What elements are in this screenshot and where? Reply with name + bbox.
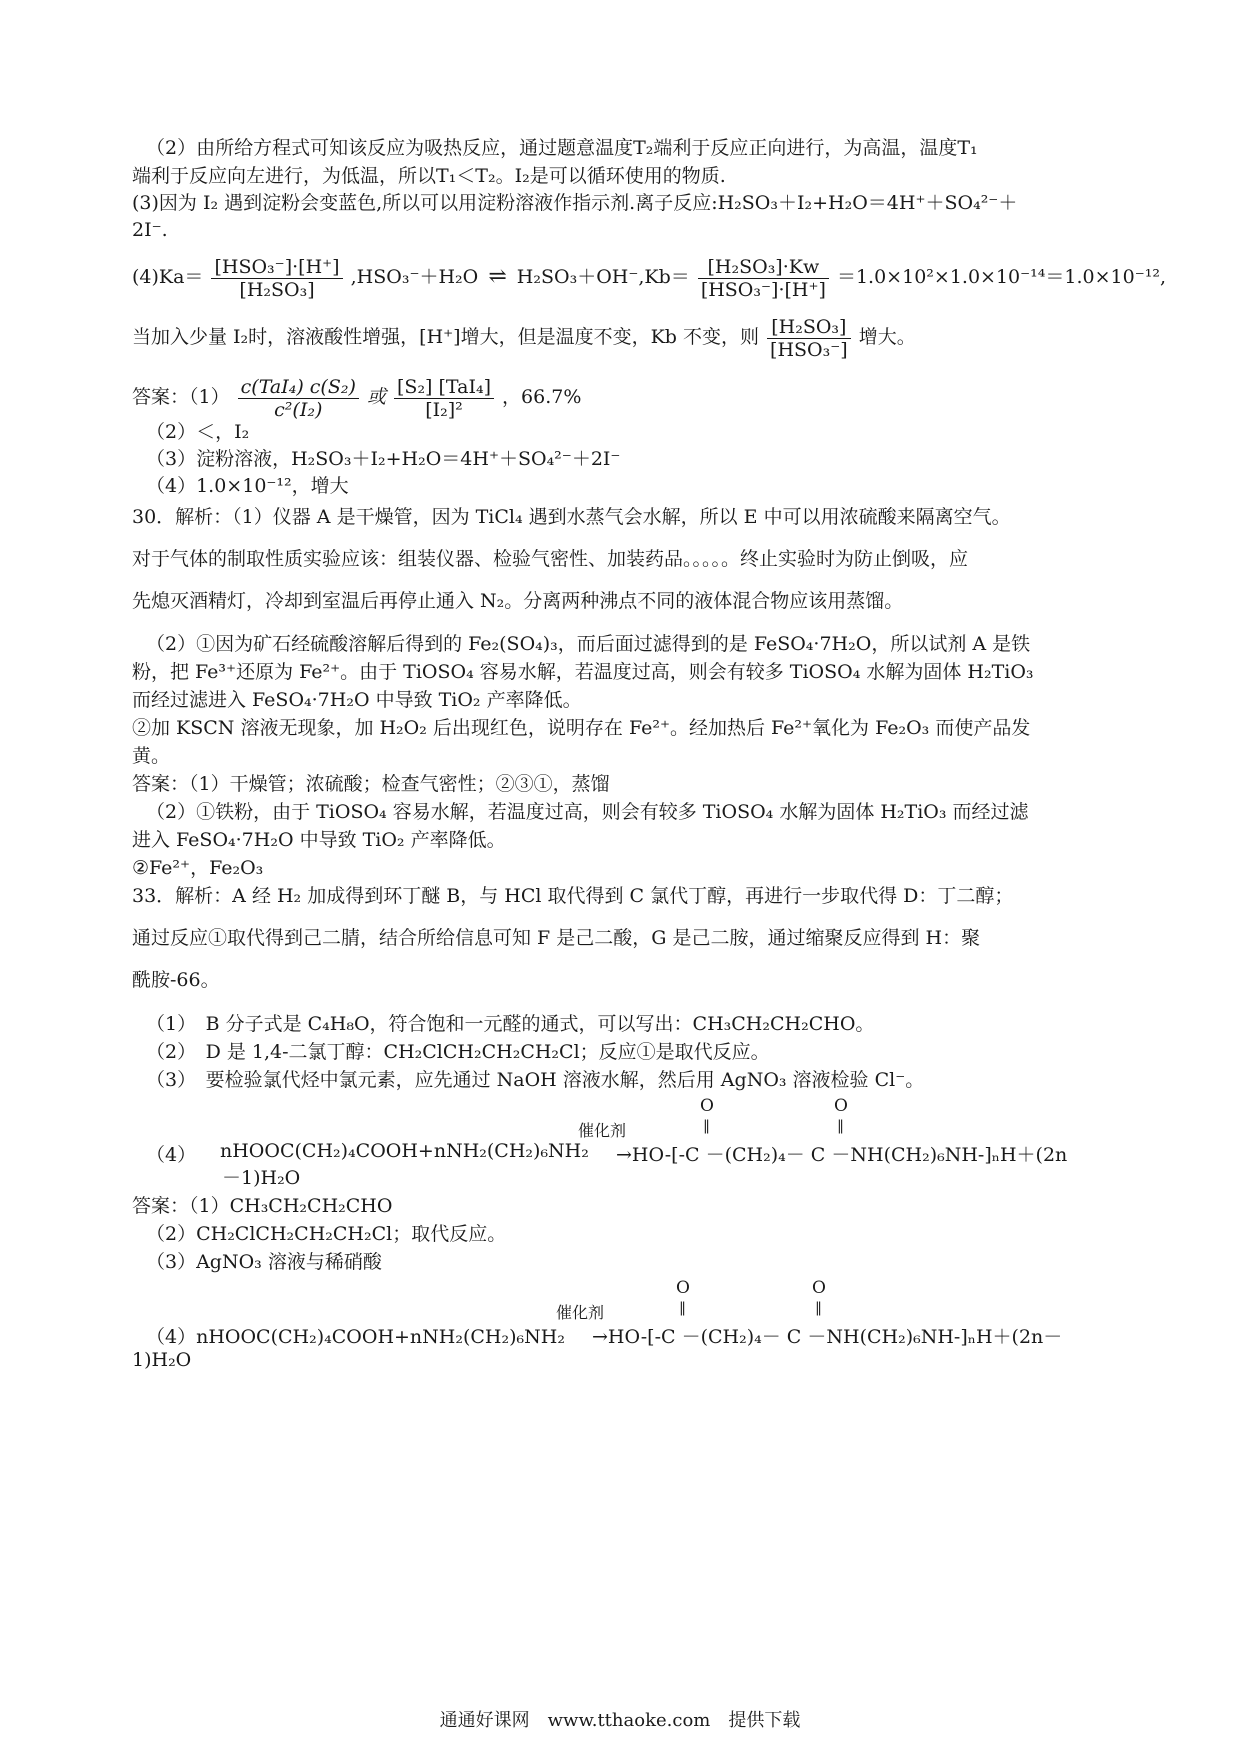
text-line: 1)H₂O xyxy=(132,1349,192,1371)
catalyst-label: 催化剂 xyxy=(556,1303,605,1322)
fraction-denominator: [HSO₃⁻] xyxy=(770,338,848,361)
text-span: (4)Ka＝ xyxy=(132,266,204,288)
text-line: 通过反应①取代得到己二腈，结合所给信息可知 F 是己二酸，G 是己二胺，通过缩聚反应得到 H：聚 xyxy=(132,927,981,949)
text-line: 黄。 xyxy=(132,745,171,767)
text-line: （2）由所给方程式可知该反应为吸热反应，通过题意温度T₂端利于反应正向进行，为高温，温度T₁ xyxy=(146,137,978,159)
text-line: 进入 FeSO₄·7H₂O 中导致 TiO₂ 产率降低。 xyxy=(132,829,506,851)
fraction-numerator: [HSO₃⁻]·[H⁺] xyxy=(211,256,342,279)
equation-label: （4） xyxy=(146,1144,197,1166)
carbonyl-oxygen: O xyxy=(812,1278,826,1298)
carbonyl-oxygen: O xyxy=(834,1096,848,1116)
text-line: 答案：（1）CH₃CH₂CH₂CHO xyxy=(132,1195,393,1217)
carbonyl-oxygen: O xyxy=(676,1278,690,1298)
text-line: ②加 KSCN 溶液无现象，加 H₂O₂ 后出现红色，说明存在 Fe²⁺。经加热后 Fe²⁺氧化为 Fe₂O₃ 而使产品发 xyxy=(132,717,1031,739)
text-line: （2）①因为矿石经硫酸溶解后得到的 Fe₂(SO₄)₃，而后面过滤得到的是 FeSO₄·7H₂O，所以试剂 A 是铁 xyxy=(146,633,1031,655)
fraction-ka xyxy=(211,256,342,301)
text-line: 30．解析：（1）仪器 A 是干燥管，因为 TiCl₄ 遇到水蒸气会水解，所以 E 中可以用浓硫酸来隔离空气。 xyxy=(132,506,1011,528)
fraction-denominator: [H₂SO₃] xyxy=(239,278,315,301)
double-bond-icon: ‖ xyxy=(837,1118,844,1134)
text-line: （2）＜，I₂ xyxy=(146,421,250,443)
products: →HO-[-C －(CH₂)₄－ C －NH(CH₂)₆NH-]ₙH＋(2n－ xyxy=(592,1326,1063,1348)
text-line: 答案：（1）干燥管；浓硫酸；检查气密性；②③①，蒸馏 xyxy=(132,773,610,795)
fraction-denominator: [HSO₃⁻]·[H⁺] xyxy=(700,278,826,301)
text-line: －1)H₂O xyxy=(222,1167,301,1189)
text-line: 而经过滤进入 FeSO₄·7H₂O 中导致 TiO₂ 产率降低。 xyxy=(132,689,582,711)
double-bond-icon: ‖ xyxy=(703,1118,710,1134)
text-line: 酰胺-66。 xyxy=(132,969,220,991)
polymerization-equation-answer xyxy=(146,1278,1114,1348)
text-span: 当加入少量 I₂时，溶液酸性增强，[H⁺]增大，但是温度不变，Kb 不变，则 xyxy=(132,326,759,348)
double-bond-icon: ‖ xyxy=(679,1300,686,1316)
page-footer: 通通好课网 www.tthaoke.com 提供下载 xyxy=(439,1710,801,1731)
reactants: nHOOC(CH₂)₄COOH+nNH₂(CH₂)₆NH₂ xyxy=(220,1140,589,1162)
fraction-denominator: [I₂]² xyxy=(425,398,463,421)
fraction-numerator: [H₂SO₃] xyxy=(767,316,851,339)
text-line: 端利于反应向左进行，为低温，所以T₁＜T₂。I₂是可以循环使用的物质. xyxy=(132,165,726,187)
fraction-numerator: [H₂SO₃]·Kw xyxy=(698,256,829,279)
double-bond-icon: ‖ xyxy=(815,1300,822,1316)
text-span: H₂SO₃＋OH⁻,Kb＝ xyxy=(516,266,690,288)
carbonyl-oxygen: O xyxy=(700,1096,714,1116)
fraction-denominator: c²(I₂) xyxy=(274,398,323,421)
text-span: 答案：（1） xyxy=(132,386,230,408)
text-line: （3） 要检验氯代烃中氯元素，应先通过 NaOH 溶液水解，然后用 AgNO₃ 溶液检验 Cl⁻。 xyxy=(146,1069,925,1091)
text-line: （3）淀粉溶液，H₂SO₃＋I₂+H₂O＝4H⁺＋SO₄²⁻＋2I⁻ xyxy=(146,448,621,470)
text-line: （3）AgNO₃ 溶液与稀硝酸 xyxy=(146,1251,382,1273)
text-span: ，66.7% xyxy=(502,386,582,408)
polymerization-equation xyxy=(146,1096,1114,1166)
text-span: ＝1.0×10²×1.0×10⁻¹⁴＝1.0×10⁻¹², xyxy=(836,266,1167,288)
fraction-kb xyxy=(698,256,829,301)
answer-line-1 xyxy=(132,370,1114,424)
text-line: 2I⁻. xyxy=(132,219,168,241)
text-line: (3)因为 I₂ 遇到淀粉会变蓝色,所以可以用淀粉溶液作指示剂.离子反应:H₂SO₃＋I₂+H₂O＝4H⁺＋SO₄²⁻＋ xyxy=(132,192,1018,214)
text-span: ,HSO₃⁻＋H₂O xyxy=(350,266,479,288)
text-line: （4）1.0×10⁻¹²，增大 xyxy=(146,475,349,497)
text-line: ②Fe²⁺，Fe₂O₃ xyxy=(132,857,264,879)
text-line: 先熄灭酒精灯，冷却到室温后再停止通入 N₂。分离两种沸点不同的液体混合物应该用蒸馏。 xyxy=(132,590,904,612)
products: →HO-[-C －(CH₂)₄－ C －NH(CH₂)₆NH-]ₙH＋(2n xyxy=(616,1144,1068,1166)
fraction-answer-1 xyxy=(238,376,359,421)
fraction-answer-2 xyxy=(394,376,494,421)
fraction-numerator: c(TaI₄) c(S₂) xyxy=(238,376,359,399)
text-line: 33．解析：A 经 H₂ 加成得到环丁醚 B，与 HCl 取代得到 C 氯代丁醇，再进行一步取代得 D：丁二醇； xyxy=(132,885,1014,907)
text-line: （1） B 分子式是 C₄H₈O，符合饱和一元醛的通式，可以写出：CH₃CH₂CH₂CHO。 xyxy=(146,1013,875,1035)
text-span: 或 xyxy=(366,386,386,408)
reactants: （4）nHOOC(CH₂)₄COOH+nNH₂(CH₂)₆NH₂ xyxy=(146,1326,565,1348)
fraction-ratio xyxy=(767,316,851,361)
ratio-line xyxy=(132,310,1114,364)
text-line: （2）CH₂ClCH₂CH₂CH₂Cl；取代反应。 xyxy=(146,1223,507,1245)
text-line: （2） D 是 1,4-二氯丁醇：CH₂ClCH₂CH₂CH₂Cl；反应①是取代反应。 xyxy=(146,1041,770,1063)
text-line: 粉，把 Fe³⁺还原为 Fe²⁺。由于 TiOSO₄ 容易水解，若温度过高，则会有较多 TiOSO₄ 水解为固体 H₂TiO₃ xyxy=(132,661,1034,683)
text-line: 对于气体的制取性质实验应该：组装仪器、检验气密性、加装药品。。。。。终止实验时为防止倒吸，应 xyxy=(132,548,969,570)
ka-kb-equation xyxy=(132,250,1167,304)
fraction-numerator: [S₂] [TaI₄] xyxy=(394,376,494,399)
text-span: 增大。 xyxy=(858,326,916,348)
catalyst-label: 催化剂 xyxy=(578,1121,627,1140)
equilibrium-arrow-icon: ⇌ xyxy=(488,264,507,289)
text-line: （2）①铁粉，由于 TiOSO₄ 容易水解，若温度过高，则会有较多 TiOSO₄ 水解为固体 H₂TiO₃ 而经过滤 xyxy=(146,801,1029,823)
